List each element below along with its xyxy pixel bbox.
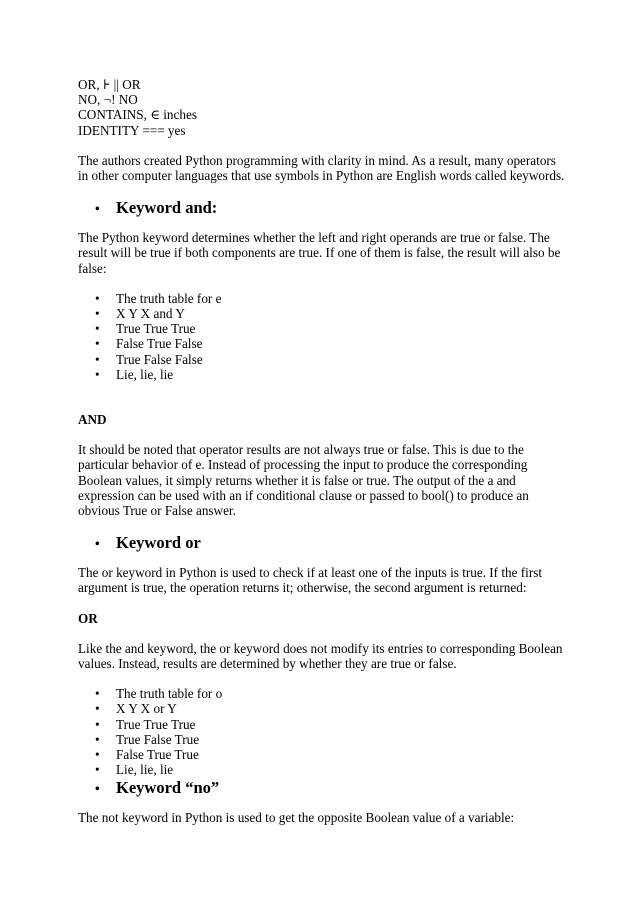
operator-line: IDENTITY === yes [78,122,186,138]
operator-lines [78,77,568,138]
or-label: OR [78,610,98,626]
no-description: The not keyword in Python is used to get the opposite Boolean value of a variable: [78,809,515,825]
and-heading-list [78,198,568,218]
and-description: The Python keyword determines whether the left and right operands are true or false. The result will be true if both components are true. If one of them is false, the result will also be false: [78,230,561,276]
operator-line: CONTAINS, ∈ inches [78,107,197,123]
or-description: The or keyword in Python is used to check if at least one of the inputs is true. If the first argument is true, the operation returns it; otherwise, the second argument is returned: [78,565,543,596]
list-item: • True False False [78,352,568,367]
list-item: • The truth table for o [78,686,568,701]
intro-paragraph: The authors created Python programming with clarity in mind. As a result, many operators in other computer languages that use symbols in Python are English words called keywords. [78,152,565,184]
list-item: • False True False [78,336,568,351]
list-item: • The truth table for e [78,291,568,306]
document-body [78,77,568,840]
list-item: • True False True [78,732,568,747]
or-truth-table-list [78,686,568,797]
list-item: • False True True [78,747,568,762]
and-note: It should be noted that operator results are not always true or false. This is due to the particular behavior of e. Instead of processing the input to produce the corresponding Boolean values, it simply returns whether it is false or true. The output of the a and expression can be used with an if conditional clause or passed to bool() to produce an obvious True or False answer. [78,442,529,519]
and-truth-table-list [78,291,568,382]
list-item: • Lie, lie, lie [78,762,568,777]
keyword-no-heading: • Keyword “no” [78,778,568,798]
list-item: • True True True [78,717,568,732]
or-heading-list [78,533,568,553]
list-item: • Lie, lie, lie [78,367,568,382]
list-item: • X Y X or Y [78,701,568,716]
or-note: Like the and keyword, the or keyword does not modify its entries to corresponding Boolean values. Instead, results are determined by whether they are true or false. [78,640,563,672]
list-item: • X Y X and Y [78,306,568,321]
operator-line: NO, ¬! NO [78,92,138,108]
keyword-or-heading: • Keyword or [78,533,568,553]
operator-line: OR, ⊦ || OR [78,77,141,92]
list-item: • True True True [78,321,568,336]
and-label: AND [78,412,107,428]
keyword-and-heading: • Keyword and: [78,198,568,218]
